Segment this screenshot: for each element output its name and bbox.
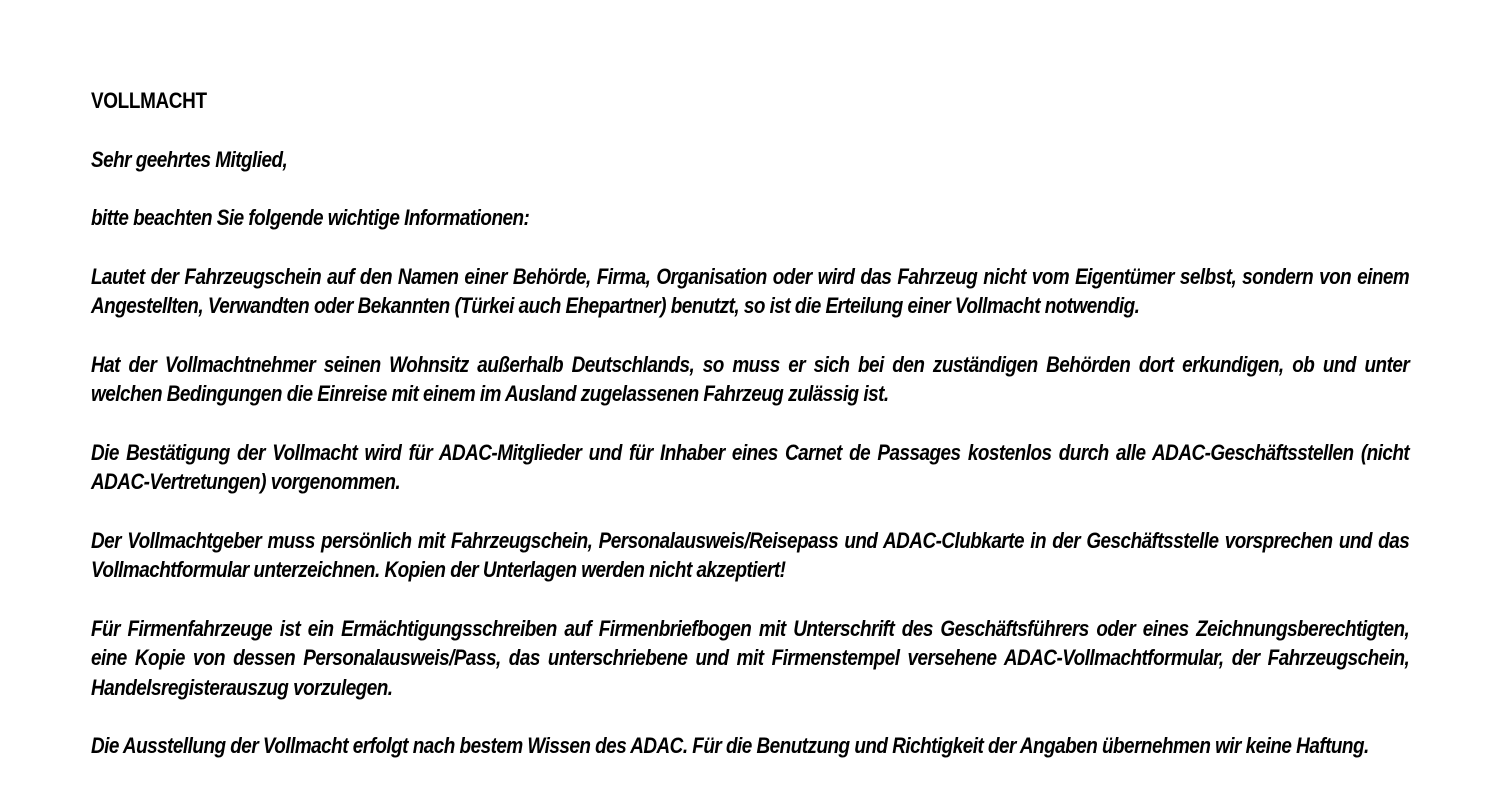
paragraph-residence-abroad: Hat der Vollmachtnehmer seinen Wohnsitz außerhalb Deutschlands, so muss er sich bei den zuständigen Behörden dort erkundigen, ob und unter welchen Bedingungen die Einreise mit einem im Ausland zugelassenen Fahrzeug zulässig ist. bbox=[91, 351, 1410, 406]
document-body bbox=[91, 86, 1409, 785]
paragraph-personal-appearance: Der Vollmachtgeber muss persönlich mit Fahrzeugschein, Personalausweis/Reisepass und ADAC-Clubkarte in der Geschäftsstelle vorsprechen und das Vollmachtformular unterzeichnen. Kopien der Unterlagen werden nicht akzeptiert! bbox=[91, 527, 1410, 582]
title-wrapper bbox=[91, 86, 1409, 116]
paragraph-confirmation: Die Bestätigung der Vollmacht wird für ADAC-Mitglieder und für Inhaber eines Carnet de Passages kostenlos durch alle ADAC-Geschäftsstellen (nicht ADAC-Vertretungen) vorgenommen. bbox=[91, 439, 1410, 494]
paragraph-company-vehicles: Für Firmenfahrzeuge ist ein Ermächtigungsschreiben auf Firmenbriefbogen mit Unterschrift des Geschäftsführers oder eines Zeichnungsberechtigten, eine Kopie von dessen Personalausweis/Pass, das unterschriebene und mit Firmenstempel versehene ADAC-Vollmachtformular, der Fahrzeugschein, Handelsregisterauszug vorzulegen. bbox=[91, 615, 1410, 700]
intro-line: bitte beachten Sie folgende wichtige Informationen: bbox=[91, 205, 530, 230]
paragraph-authorization-required: Lautet der Fahrzeugschein auf den Namen einer Behörde, Firma, Organisation oder wird das Fahrzeug nicht vom Eigentümer selbst, sondern von einem Angestellten, Verwandten oder Bekannten (Türkei auch Ehepartner) benutzt, so ist die Erteilung einer Vollmacht notwendig. bbox=[91, 263, 1410, 318]
salutation: Sehr geehrtes Mitglied, bbox=[91, 146, 288, 172]
paragraph-liability: Die Ausstellung der Vollmacht erfolgt nach bestem Wissen des ADAC. Für die Benutzung und Richtigkeit der Angaben übernehmen wir keine Haftung. bbox=[91, 733, 1369, 758]
document-title: VOLLMACHT bbox=[91, 88, 207, 113]
